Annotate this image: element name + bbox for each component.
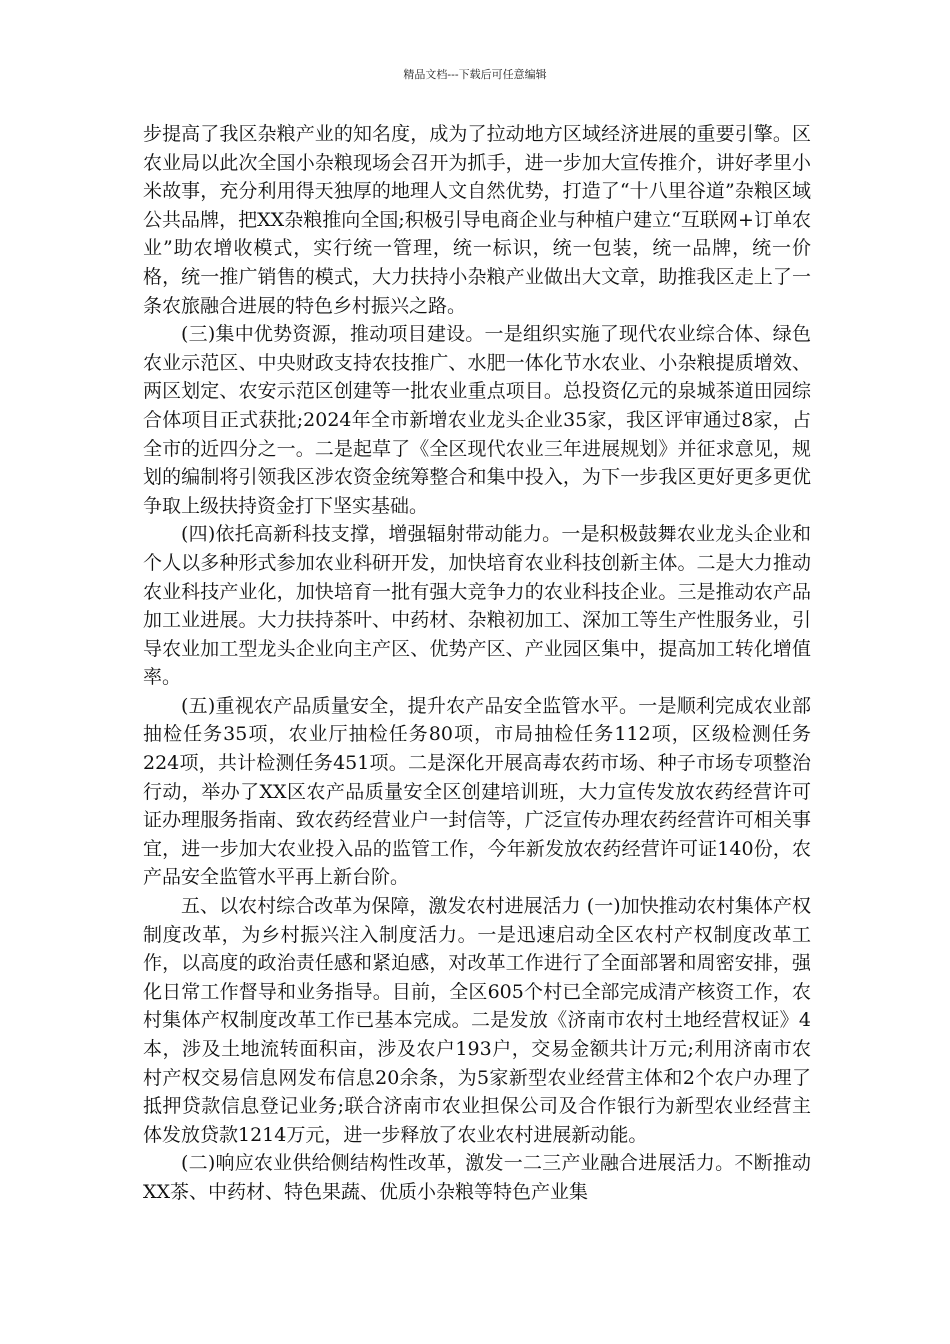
paragraph-5: 五、以农村综合改革为保障，激发农村进展活力 (一)加快推动农村集体产权制度改革，为乡村振兴注入制度活力。一是迅速启动全区农村产权制度改革工作，以高度的政治责任感和紧迫感，对改革工作进行了全面部署和周密安排，强化日常工作督导和业务指导。目前，全区605个村已全部完成清产核资工作，农村集体产权制度改革工作已基本完成。二是发放《济南市农村土地经营权证》4本，涉及土地流转面积亩，涉及农户193户，交易金额共计万元;利用济南市农村产权交易信息网发布信息20余条，为5家新型农业经营主体和2个农户办理了抵押贷款信息登记业务;联合济南市农业担保公司及合作银行为新型农业经营主体发放贷款1214万元，进一步释放了农业农村进展新动能。 [143,895,811,1146]
page-header: 精品文档---下载后可任意编辑 [403,68,547,81]
paragraph-2: (三)集中优势资源，推动项目建设。一是组织实施了现代农业综合体、绿色农业示范区、中央财政支持农技推广、水肥一体化节水农业、小杂粮提质增效、两区划定、农安示范区创建等一批农业重点项目。总投资亿元的泉城茶道田园综合体项目正式获批;2024年全市新增农业龙头企业35家，我区评审通过8家，占全市的近四分之一。二是起草了《全区现代农业三年进展规划》并征求意见，规划的编制将引领我区涉农资金统筹整合和集中投入，为下一步我区更好更多更优争取上级扶持资金打下坚实基础。 [143,323,811,517]
document-body [143,120,811,1207]
paragraph-4: (五)重视农产品质量安全，提升农产品安全监管水平。一是顺利完成农业部抽检任务35项，农业厅抽检任务80项，市局抽检任务112项，区级检测任务224项，共计检测任务451项。二是深化开展高毒农药市场、种子市场专项整治行动，举办了XX区农产品质量安全区创建培训班，大力宣传发放农药经营许可证办理服务指南、致农药经营业户一封信等，广泛宣传办理农药经营许可相关事宜，进一步加大农业投入品的监管工作，今年新发放农药经营许可证140份，农产品安全监管水平再上新台阶。 [143,694,811,889]
paragraph-6: (二)响应农业供给侧结构性改革，激发一二三产业融合进展活力。不断推动XX茶、中药材、特色果蔬、优质小杂粮等特色产业集 [143,1152,811,1203]
paragraph-3: (四)依托高新科技支撑，增强辐射带动能力。一是积极鼓舞农业龙头企业和个人以多种形式参加农业科研开发，加快培育农业科技创新主体。二是大力推动农业科技产业化，加快培育一批有强大竞争力的农业科技企业。三是推动农产品加工业进展。大力扶持茶叶、中药材、杂粮初加工、深加工等生产性服务业，引导农业加工型龙头企业向主产区、优势产区、产业园区集中，提高加工转化增值率。 [143,523,811,689]
paragraph-1: 步提高了我区杂粮产业的知名度，成为了拉动地方区域经济进展的重要引擎。区农业局以此次全国小杂粮现场会召开为抓手，进一步加大宣传推介，讲好孝里小米故事，充分利用得天独厚的地理人文自然优势，打造了“十八里谷道”杂粮区域公共品牌，把XX杂粮推向全国;积极引导电商企业与种植户建立“互联网+订单农业”助农增收模式，实行统一管理，统一标识，统一包装，统一品牌，统一价格，统一推广销售的模式，大力扶持小杂粮产业做出大文章，助推我区走上了一条农旅融合进展的特色乡村振兴之路。 [143,123,811,317]
